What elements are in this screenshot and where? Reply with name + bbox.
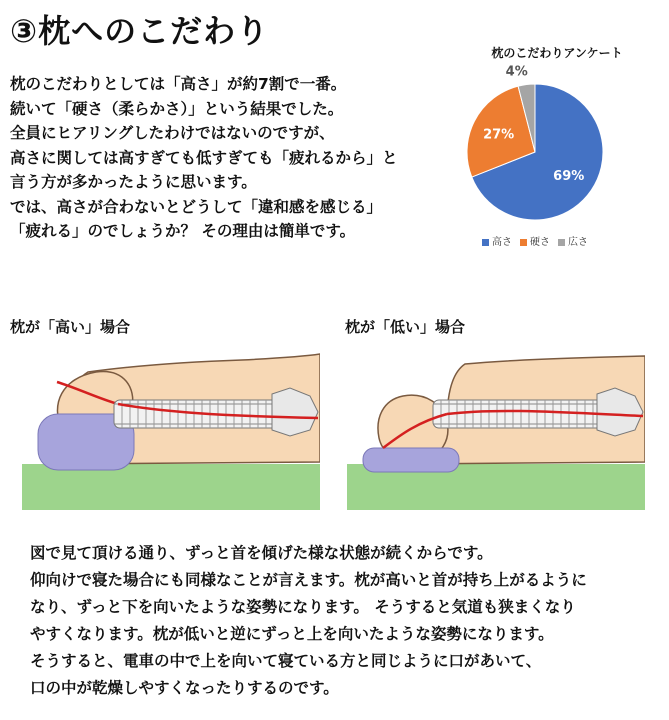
intro-line: では、高さが合わないとどうして「違和感を感じる」 — [10, 197, 383, 216]
illustration-low-pillow — [347, 342, 645, 510]
body-line: なり、ずっと下を向いたような姿勢になります。 そうすると気道も狭まくなり — [30, 598, 576, 616]
mattress — [22, 464, 320, 510]
legend-item-1 — [520, 237, 550, 248]
pie-chart-canvas — [452, 40, 662, 230]
intro-line: 全員にヒアリングしたわけではないのですが、 — [10, 124, 335, 142]
intro-line: 高さに関しては高すぎても低すぎても「疲れるから」と — [10, 148, 398, 167]
body-line: そうすると、電車の中で上を向いて寝ている方と同じように口があいて、 — [30, 652, 542, 670]
legend-swatch — [558, 239, 565, 246]
legend-label: 高さ — [492, 237, 512, 248]
pillow-low — [363, 448, 459, 472]
illustration-high-pillow — [22, 342, 320, 510]
legend-label: 硬さ — [530, 237, 550, 248]
legend-item-0 — [482, 237, 512, 248]
intro-line: 言う方が多かったように思います。 — [10, 173, 257, 191]
legend-swatch — [482, 239, 489, 246]
intro-line: 枕のこだわりとしては「高さ」が約7割で一番。 — [10, 75, 347, 93]
pie-slice-label-1: 27% — [483, 127, 515, 143]
legend-label: 広さ — [568, 237, 588, 248]
pie-chart — [452, 40, 662, 260]
body-line: 仰向けで寝た場合にも同様なことが言えます。枕が高いと首が持ち上がるように — [30, 571, 587, 589]
illustration-high-caption: 枕が「高い」場合 — [10, 318, 131, 336]
body-line: 口の中が乾燥しやすくなったりするのです。 — [30, 679, 339, 697]
legend-item-2 — [558, 237, 588, 248]
illustration-low-caption: 枕が「低い」場合 — [345, 318, 466, 336]
body-line: やすくなります。枕が低いと逆にずっと上を向いたような姿勢になります。 — [30, 625, 554, 643]
body-paragraph — [30, 540, 655, 702]
pie-chart-legend — [482, 233, 596, 248]
page-heading: ③枕へのこだわり — [10, 12, 270, 50]
intro-line: 「疲れる」のでしょうか？ その理由は簡単です。 — [10, 222, 356, 240]
pie-chart-title: 枕のこだわりアンケート — [491, 46, 623, 60]
pie-slice-label-0: 69% — [553, 168, 585, 184]
pie-slice-label-2: 4% — [505, 64, 528, 80]
intro-line: 続いて「硬さ（柔らかさ）」という結果でした。 — [10, 99, 344, 118]
body-line: 図で見て頂ける通り、ずっと首を傾げた様な状態が続くからです。 — [30, 544, 493, 562]
legend-swatch — [520, 239, 527, 246]
intro-paragraph — [10, 72, 450, 244]
